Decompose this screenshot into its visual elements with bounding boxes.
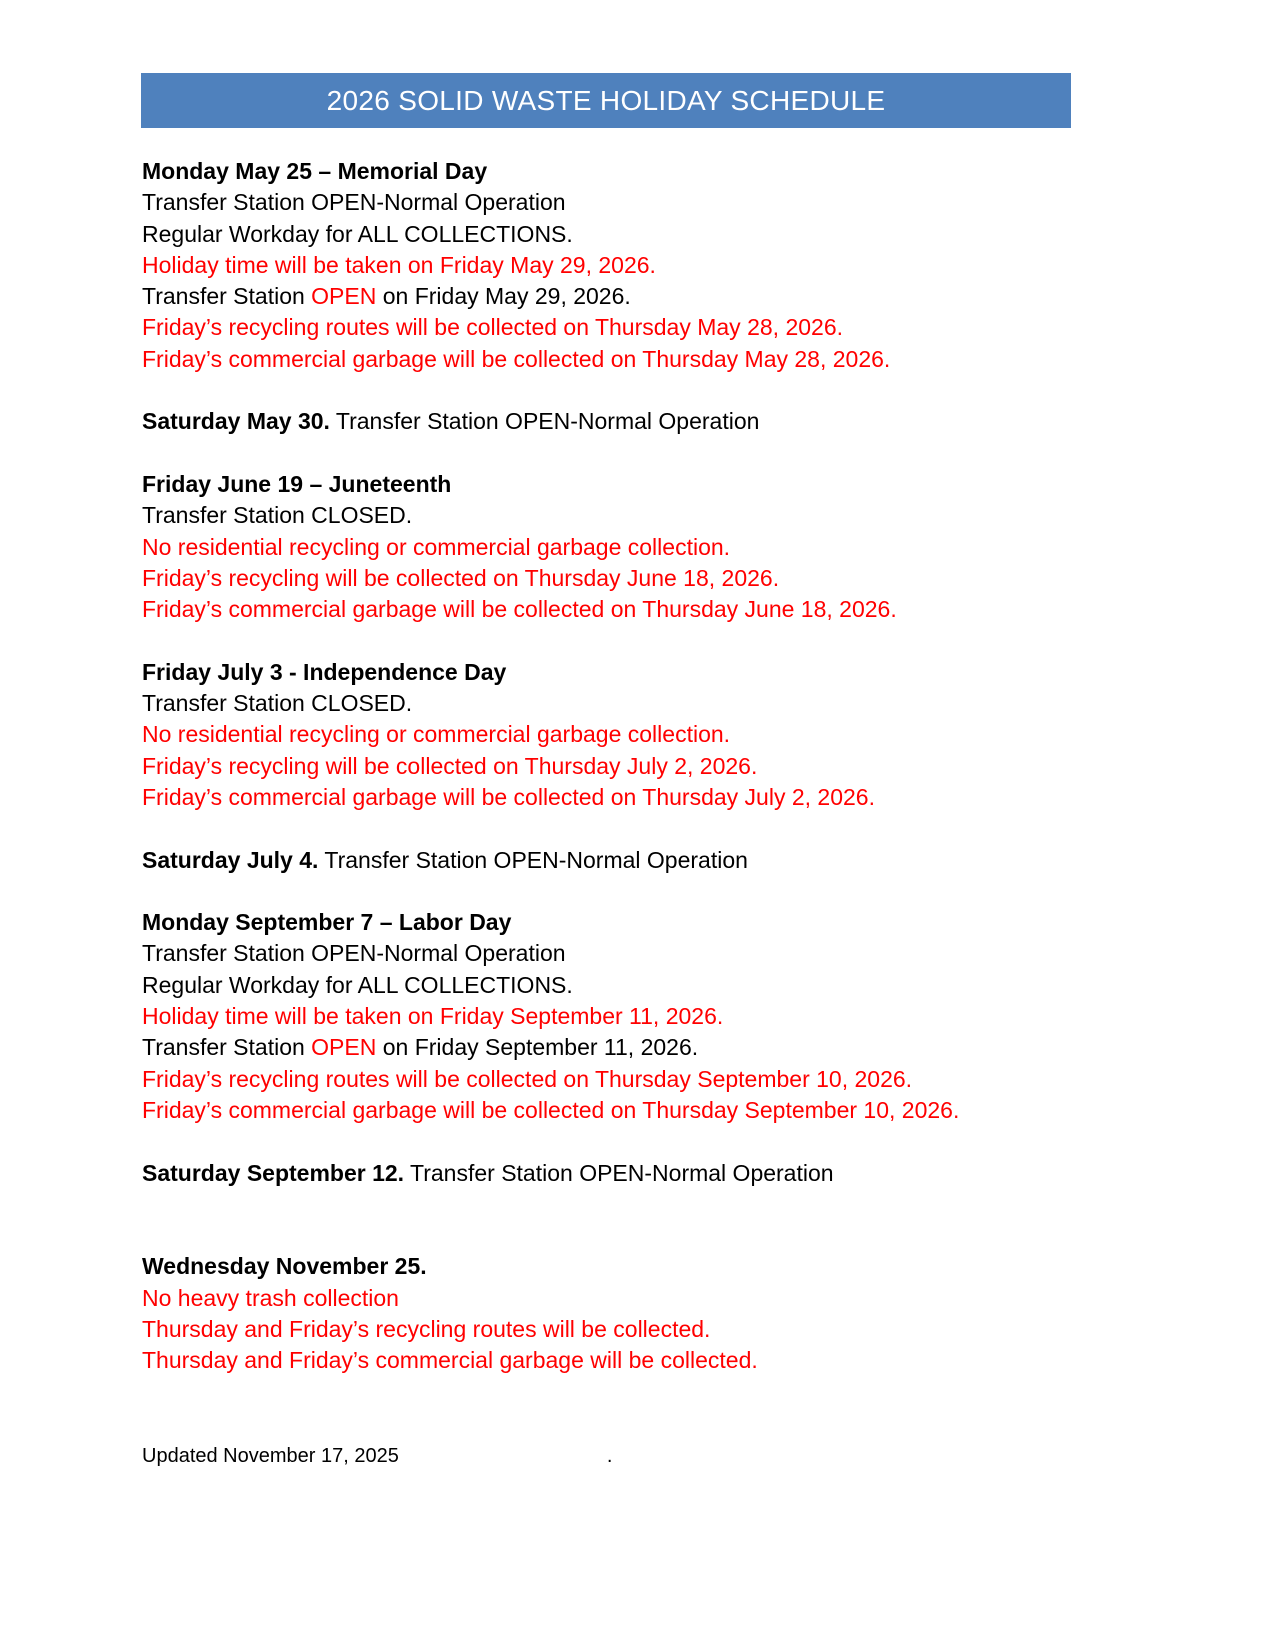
section-gap (142, 625, 1142, 656)
section-line-inline (142, 845, 1142, 876)
section-line: Thursday and Friday’s recycling routes will be collected. (142, 1315, 711, 1342)
section-gap (142, 876, 1142, 907)
header-banner (141, 73, 1071, 128)
section-line: No residential recycling or commercial garbage collection. (142, 533, 731, 560)
schedule-section-november-25 (142, 1251, 1142, 1376)
section-line: Friday’s recycling routes will be collected on Thursday September 10, 2026. (142, 1065, 913, 1092)
section-line-inline (142, 406, 1142, 437)
status-open-highlight: OPEN (311, 283, 377, 310)
stray-period-mark: . (606, 1445, 613, 1467)
section-line-mixed (142, 281, 1142, 312)
section-line: Friday’s commercial garbage will be collected on Thursday July 2, 2026. (142, 783, 875, 810)
schedule-section-saturday-may-30 (142, 406, 1142, 437)
section-line: Friday’s recycling will be collected on Thursday June 18, 2026. (142, 564, 780, 591)
section-gap (142, 813, 1142, 844)
section-heading-inline: Saturday May 30. (142, 408, 330, 435)
section-line: Regular Workday for ALL COLLECTIONS. (142, 220, 573, 247)
section-heading: Friday June 19 – Juneteenth (142, 470, 452, 497)
updated-date: Updated November 17, 2025 (142, 1445, 399, 1467)
schedule-body (142, 156, 1142, 1377)
section-gap (142, 438, 1142, 469)
schedule-section-labor-day (142, 907, 1142, 1126)
section-heading-inline: Saturday September 12. (142, 1159, 405, 1186)
section-heading-inline: Saturday July 4. (142, 846, 319, 873)
section-line: Friday’s commercial garbage will be collected on Thursday September 10, 2026. (142, 1096, 960, 1123)
section-gap (142, 375, 1142, 406)
section-line-rest: Transfer Station OPEN-Normal Operation (329, 408, 760, 435)
section-line: Friday’s recycling will be collected on Thursday July 2, 2026. (142, 752, 758, 779)
footer (142, 1443, 1142, 1469)
line-text-pre: Transfer Station (142, 1034, 312, 1061)
section-line: No heavy trash collection (142, 1284, 399, 1311)
section-line: Regular Workday for ALL COLLECTIONS. (142, 971, 573, 998)
schedule-section-saturday-july-4 (142, 845, 1142, 876)
section-line: No residential recycling or commercial garbage collection. (142, 721, 731, 748)
status-open-highlight: OPEN (311, 1034, 377, 1061)
section-heading: Friday July 3 - Independence Day (142, 658, 507, 685)
section-line-mixed (142, 1032, 1142, 1063)
section-line: Transfer Station OPEN-Normal Operation (142, 189, 566, 216)
section-heading: Monday September 7 – Labor Day (142, 909, 512, 936)
section-line: Friday’s commercial garbage will be collected on Thursday May 28, 2026. (142, 345, 891, 372)
schedule-section-memorial-day (142, 156, 1142, 375)
section-line: Friday’s recycling routes will be collected on Thursday May 28, 2026. (142, 314, 843, 341)
line-text-pre: Transfer Station (142, 283, 312, 310)
section-line: Transfer Station OPEN-Normal Operation (142, 940, 566, 967)
section-line-rest: Transfer Station OPEN-Normal Operation (318, 846, 748, 873)
section-line: Transfer Station CLOSED. (142, 690, 413, 717)
section-line: Holiday time will be taken on Friday May 29, 2026. (142, 251, 656, 278)
section-line-inline (142, 1158, 1142, 1189)
section-gap-large (142, 1189, 1142, 1252)
schedule-section-saturday-september-12 (142, 1158, 1142, 1189)
section-line: Transfer Station CLOSED. (142, 502, 413, 529)
section-heading: Monday May 25 – Memorial Day (142, 158, 488, 184)
line-text-post: on Friday May 29, 2026. (376, 283, 631, 310)
section-line: Friday’s commercial garbage will be collected on Thursday June 18, 2026. (142, 596, 897, 623)
page-title: 2026 SOLID WASTE HOLIDAY SCHEDULE (326, 84, 886, 116)
section-line-rest: Transfer Station OPEN-Normal Operation (404, 1159, 834, 1186)
section-heading: Wednesday November 25. (142, 1253, 427, 1280)
schedule-section-juneteenth (142, 469, 1142, 625)
section-line: Thursday and Friday’s commercial garbage will be collected. (142, 1347, 758, 1374)
schedule-section-independence-day (142, 657, 1142, 813)
section-line: Holiday time will be taken on Friday September 11, 2026. (142, 1003, 724, 1030)
line-text-post: on Friday September 11, 2026. (376, 1034, 699, 1061)
section-gap (142, 1126, 1142, 1157)
